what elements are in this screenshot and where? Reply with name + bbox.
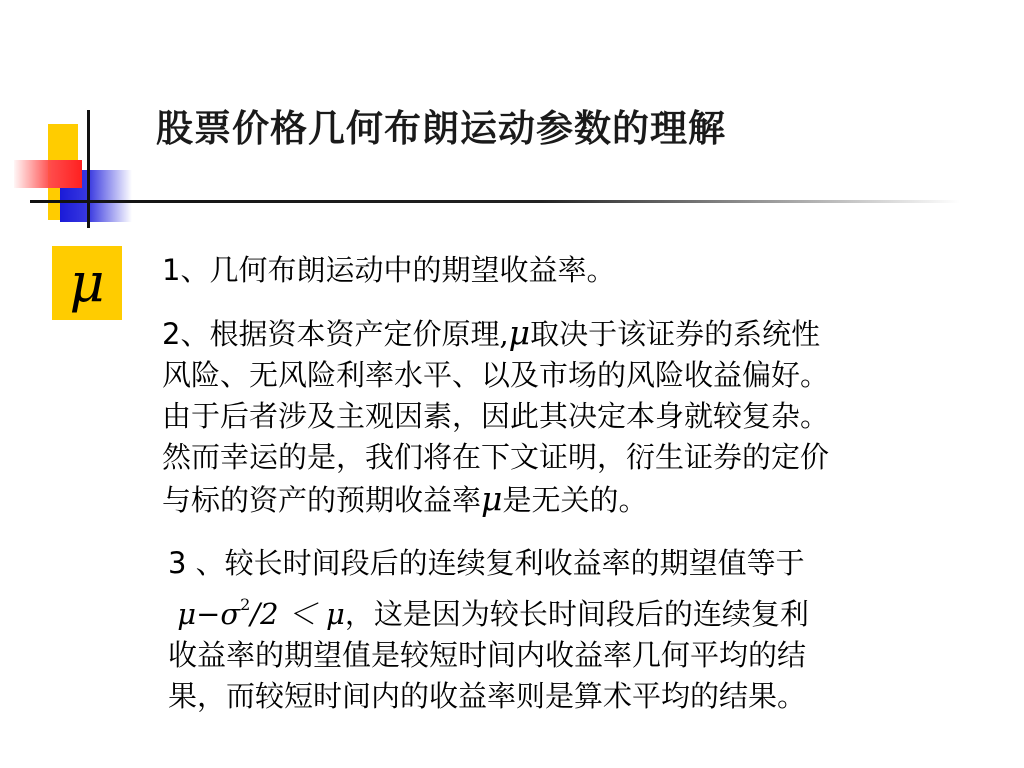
point-3-line-4: 果，而较短时间内的收益率则是算术平均的结果。 <box>168 679 807 713</box>
point-2-line-5-b: 是无关的。 <box>502 483 648 517</box>
formula-part-a: μ−σ <box>177 597 241 631</box>
point-2 <box>162 312 829 521</box>
point-2-line-1-a: 、根据资本资产定价原理, <box>180 317 509 351</box>
point-3-line-1 <box>168 543 809 584</box>
mu-symbol: μ <box>508 313 531 352</box>
formula-part-b: /2 ＜ μ <box>250 597 345 631</box>
point-1-number: 1 <box>162 253 181 287</box>
point-2-line-5-a: 与标的资产的预期收益率 <box>162 483 482 517</box>
point-3-number: 3 <box>168 546 187 580</box>
formula-superscript: 2 <box>240 595 251 614</box>
slide-title: 股票价格几何布朗运动参数的理解 <box>156 107 726 150</box>
point-3 <box>168 543 809 717</box>
point-2-line-4: 然而幸运的是，我们将在下文证明，衍生证券的定价 <box>162 440 830 474</box>
point-2-line-5 <box>162 478 829 521</box>
point-2-number: 2 <box>162 317 181 351</box>
point-2-line-1 <box>162 312 829 355</box>
point-2-line-2: 风险、无风险利率水平、以及市场的风险收益偏好。 <box>162 358 830 392</box>
point-3-line-1-text: 、较长时间段后的连续复利收益率的期望值等于 <box>186 546 805 580</box>
point-1-text: 、几何布朗运动中的期望收益率。 <box>180 253 616 287</box>
decorative-vertical-line <box>87 110 90 228</box>
point-2-line-1-b: 取决于该证券的系统性 <box>530 317 821 351</box>
point-1 <box>162 250 615 291</box>
mu-symbol: μ <box>481 479 503 518</box>
title-underline <box>30 200 960 203</box>
point-3-line-2 <box>168 584 809 635</box>
decorative-red-block <box>14 160 82 188</box>
point-3-line-2-text: ，这是因为较长时间段后的连续复利 <box>344 597 809 631</box>
mu-symbol-badge: μ <box>52 246 122 320</box>
expected-return-formula <box>177 597 345 631</box>
point-2-line-3: 由于后者涉及主观因素，因此其决定本身就较复杂。 <box>162 399 830 433</box>
point-3-line-3: 收益率的期望值是较短时间内收益率几何平均的结 <box>168 638 807 672</box>
